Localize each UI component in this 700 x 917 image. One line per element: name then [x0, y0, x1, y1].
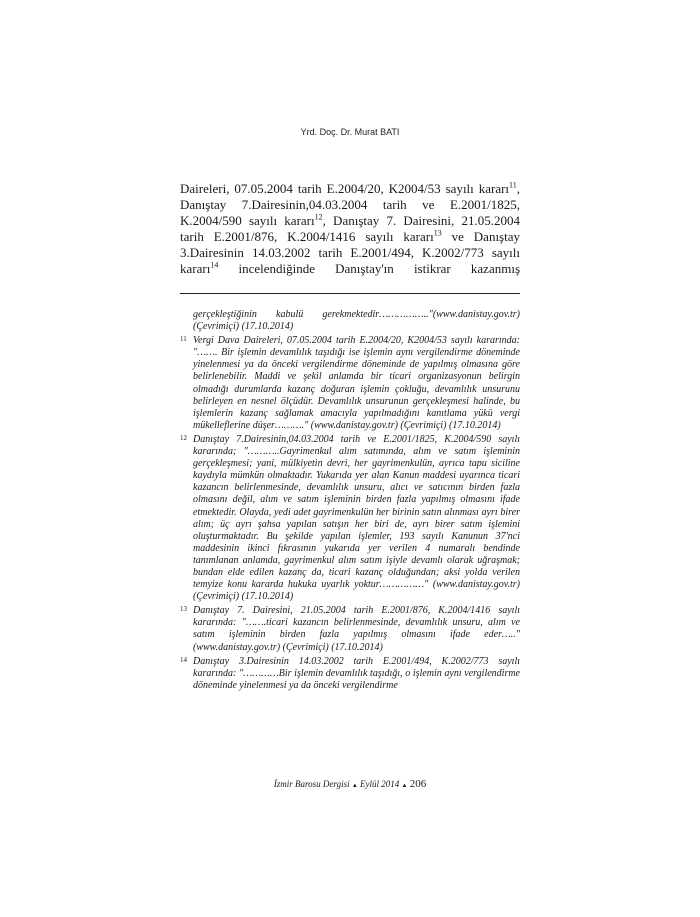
triangle-separator-icon: ▲	[401, 783, 408, 789]
footnote-number: 13	[180, 605, 187, 614]
footnote-ref-14[interactable]: 14	[210, 260, 219, 270]
footnote-ref-11[interactable]: 11	[509, 180, 517, 190]
page-footer	[0, 778, 700, 790]
body-text-segment: incelendiğinde Danıştay'ın istikrar kazanmış	[218, 261, 520, 276]
footnote-number: 11	[180, 335, 187, 344]
footnote-number: 12	[180, 433, 187, 442]
footnote-text: Danıştay 3.Dairesinin 14.03.2002 tarih E.2001/494, K.2002/773 sayılı kararında: "…………Bir işlemin devamlılık taşıdığı, o işlemin aynı vergilendirme döneminde yinelenmesi ya da önceki vergilendirme	[193, 655, 520, 691]
footnote-13	[180, 605, 520, 653]
footnote-text: Danıştay 7. Dairesini, 21.05.2004 tarih E.2001/876, K.2004/1416 sayılı kararında: "…….ticari kazancın belirlenmesinde, devamlılık unsuru, alım ve satım işleminin birden fazla yapılmış olmasını ifade eder….." (www.danistay.gov.tr) (Çevrimiçi) (17.10.2014)	[193, 605, 520, 653]
journal-name: İzmir Barosu Dergisi	[273, 779, 350, 789]
body-paragraph	[180, 181, 520, 277]
footnotes	[180, 309, 520, 694]
footnote-12	[180, 434, 520, 603]
footnote-continuation: gerçekleştiğinin kabulü gerekmektedir…………….."(www.danistay.gov.tr) (Çevrimiçi) (17.10.2014)	[193, 309, 520, 333]
footnote-text: Danıştay 7.Dairesinin,04.03.2004 tarih ve E.2001/1825, K.2004/590 sayılı kararında; "………..Gayrimenkul alım satımında, alım ve satım işleminin gerçekleşmesi; yani, mülkiyetin devri, her gayrimenkulün, ayrıca tapu siciline kaydıyla mümkün olmaktadır. Yukarıda yer alan Kanun maddesi uyarınca ticari kazancın belirlenmesinde, devamlılık unsuru, alıcı ve satıcının birden fazla olmasını değil, alım ve satım işleminin birden fazla yapılmış olmasını ifade etmektedir. Olayda, yedi adet gayrimenkulün her birinin satın alınması ayrı birer alım; üç ayrı şahsa yapılan satışın her biri de, ayrı birer satım işlemini oluşturmaktadır. Bu şekilde yapılan işlemler, 193 sayılı Kanunun 37'nci maddesinin ikinci fıkrasının yukarıda yer verilen 4 numaralı bendinde tanımlanan anlamda, gayrimenkul alım satım işiyle devamlı olarak uğraşmak; bundan elde edilen kazanç da, ticari kazanç olduğundan; aksi yolda verilen temyize konu kararda hukuka uyarlık yoktur……………" (www.danistay.gov.tr) (Çevrimiçi) (17.10.2014)	[193, 433, 520, 603]
footnote-number: 14	[180, 655, 187, 664]
body-text-segment: Daireleri, 07.05.2004 tarih E.2004/20, K2004/53 sayılı kararı	[180, 181, 510, 196]
footnote-11	[180, 335, 520, 432]
triangle-separator-icon: ▲	[351, 783, 358, 789]
running-header: Yrd. Doç. Dr. Murat BATI	[300, 127, 400, 137]
body-text-segment: , Danıştay 7.Dairesinin,04.03.2004 tarih ve E.2001/1825, K.2004/590 sayılı kararı	[180, 181, 520, 228]
footnote-14	[180, 656, 520, 692]
footnote-ref-12[interactable]: 12	[314, 212, 323, 222]
body-text-segment: ve Danıştay 3.Dairesinin 14.03.2002 tarih E.2001/494, K.2002/773 sayılı kararı	[180, 229, 521, 276]
footnote-text: Vergi Dava Daireleri, 07.05.2004 tarih E.2004/20, K2004/53 sayılı kararında: "……. Bir işlemin devamlılık taşıdığı ise işlemin aynı vergilendirme döneminde yinelenmesi ya da önceki vergilendirme döneminde de yapılmış olmasına göre belirlenebilir. Maddi ve şekil anlamda bir ticari organizasyonun belirgin olmadığı durumlarda kazanç doğuran işlemin çokluğu, devamlılık unsurunu belirleyen en nesnel ölçüdür. Devamlılık unsurunun gerçekleşmesi halinde, bu işlemlerin kazanç sağlamak amacıyla yapılmadığını kanıtlama yükü vergi mükelleflerine düşer………." (www.danistay.gov.tr) (Çevrimiçi) (17.10.2014)	[193, 335, 520, 431]
page-number: 206	[409, 778, 427, 790]
footnote-ref-13[interactable]: 13	[433, 228, 442, 238]
footnote-separator	[180, 293, 520, 294]
issue-date: Eylül 2014	[360, 779, 400, 789]
body-text-segment: , Danıştay 7. Dairesini, 21.05.2004 tarih E.2001/876, K.2004/1416 sayılı kararı	[180, 213, 520, 244]
